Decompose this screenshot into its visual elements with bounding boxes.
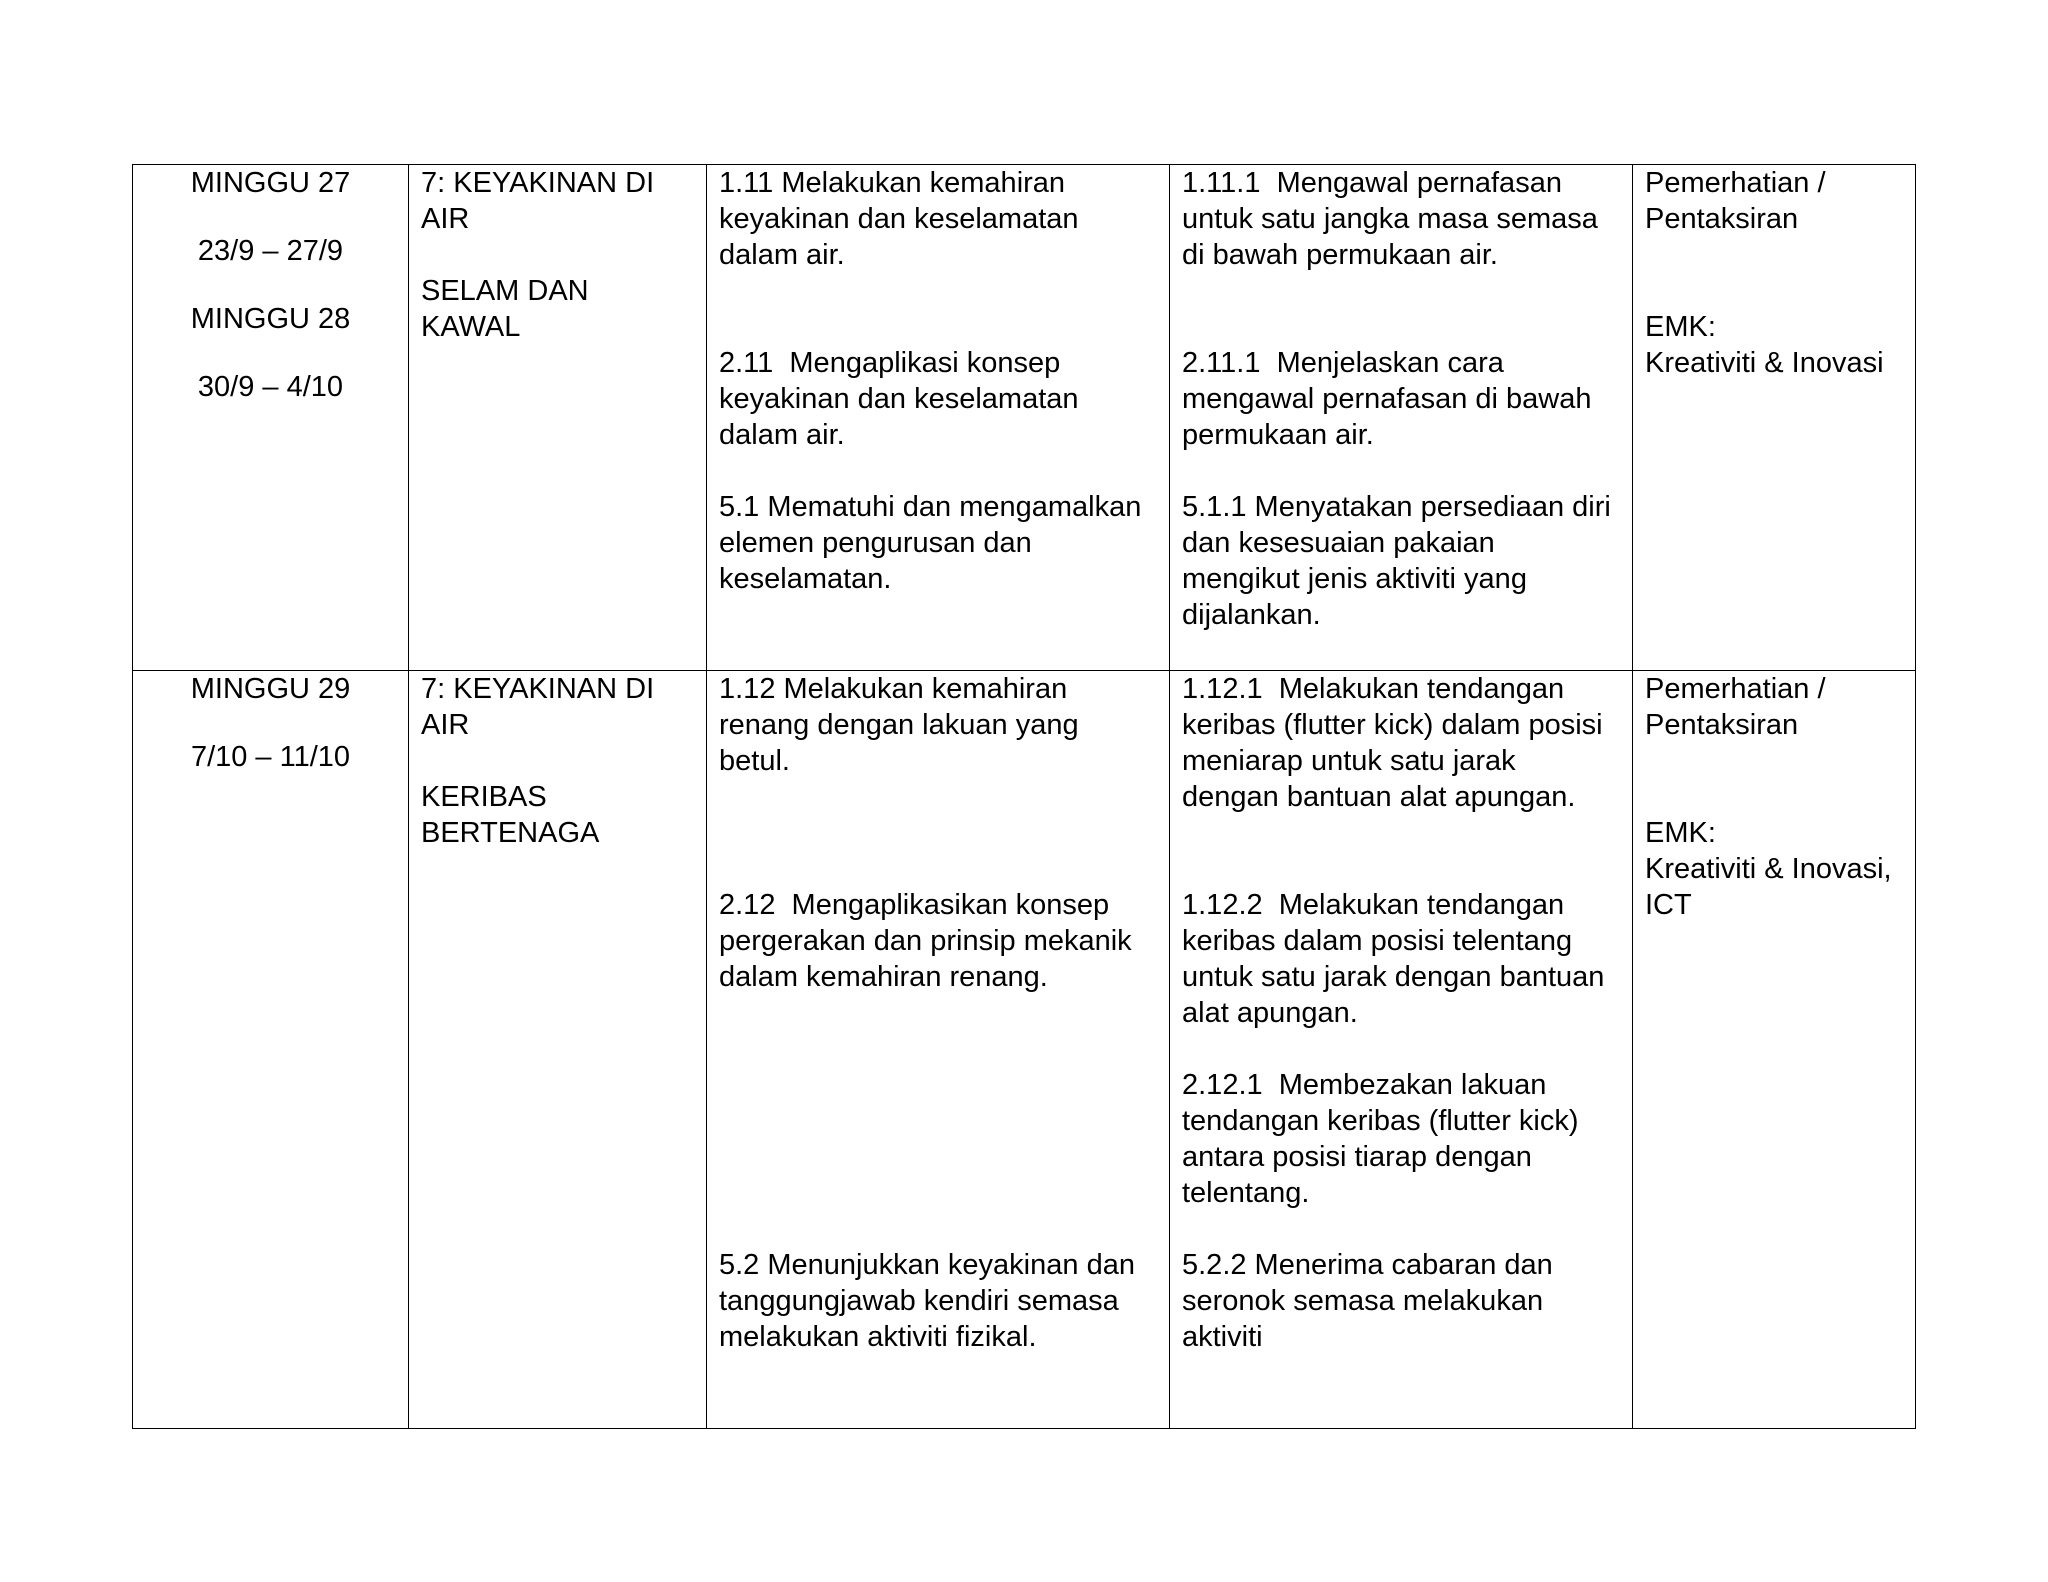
assessment-note: Pemerhatian / Pentaksiran [1645, 673, 1834, 741]
content-standard: 2.11 Mengaplikasi konsep keyakinan dan keselamatan dalam air. [719, 347, 1087, 451]
date-range: 7/10 – 11/10 [190, 741, 351, 773]
content-standard: 1.12 Melakukan kemahiran renang dengan lakuan yang betul. [719, 673, 1087, 777]
learning-standard: 1.11.1 Mengawal pernafasan untuk satu jangka masa semasa di bawah permukaan air. [1182, 167, 1606, 271]
learning-standard-cell [1170, 165, 1633, 671]
content-standard: 5.2 Menunjukkan keyakinan dan tanggungjawab kendiri semasa melakukan aktiviti fizikal. [719, 1249, 1144, 1353]
content-standard-cell [707, 671, 1170, 1429]
notes-cell [1633, 671, 1916, 1429]
emk-value: Kreativiti & Inovasi, ICT [1645, 853, 1900, 921]
week-label: MINGGU 29 [190, 673, 351, 705]
date-range: 23/9 – 27/9 [197, 235, 344, 267]
learning-standard: 5.2.2 Menerima cabaran dan seronok semasa melakukan aktiviti [1182, 1249, 1561, 1353]
week-label: MINGGU 28 [190, 303, 351, 335]
content-standard: 1.11 Melakukan kemahiran keyakinan dan keselamatan dalam air. [719, 167, 1087, 271]
lesson-plan-table [132, 164, 1916, 1429]
unit-title: 7: KEYAKINAN DI AIR [421, 167, 661, 235]
week-cell [133, 165, 409, 671]
week-cell [133, 671, 409, 1429]
topic-cell [409, 671, 707, 1429]
learning-standard-cell [1170, 671, 1633, 1429]
week-label: MINGGU 27 [190, 167, 351, 199]
emk-value: Kreativiti & Inovasi [1645, 347, 1884, 379]
date-range: 30/9 – 4/10 [197, 371, 344, 403]
topic-title: KERIBAS BERTENAGA [421, 781, 600, 849]
topic-cell [409, 165, 707, 671]
emk-label: EMK: [1645, 311, 1716, 343]
assessment-note: Pemerhatian / Pentaksiran [1645, 167, 1834, 235]
content-standard: 5.1 Mematuhi dan mengamalkan elemen pengurusan dan keselamatan. [719, 491, 1150, 595]
unit-title: 7: KEYAKINAN DI AIR [421, 673, 661, 741]
learning-standard: 1.12.2 Melakukan tendangan keribas dalam posisi telentang untuk satu jarak dengan bantuan alat apungan. [1182, 889, 1613, 1029]
content-standard: 2.12 Mengaplikasikan konsep pergerakan dan prinsip mekanik dalam kemahiran renang. [719, 889, 1140, 993]
notes-cell [1633, 165, 1916, 671]
learning-standard: 5.1.1 Menyatakan persediaan diri dan kesesuaian pakaian mengikut jenis aktiviti yang dijalankan. [1182, 491, 1619, 631]
learning-standard: 1.12.1 Melakukan tendangan keribas (flutter kick) dalam posisi meniarap untuk satu jarak dengan bantuan alat apungan. [1182, 673, 1611, 813]
table-row [133, 165, 1916, 671]
content-standard-cell [707, 165, 1170, 671]
topic-title: SELAM DAN KAWAL [421, 275, 597, 343]
table-row [133, 671, 1916, 1429]
emk-label: EMK: [1645, 817, 1716, 849]
learning-standard: 2.12.1 Membezakan lakuan tendangan keribas (flutter kick) antara posisi tiarap dengan telentang. [1182, 1069, 1587, 1209]
learning-standard: 2.11.1 Menjelaskan cara mengawal pernafasan di bawah permukaan air. [1182, 347, 1600, 451]
